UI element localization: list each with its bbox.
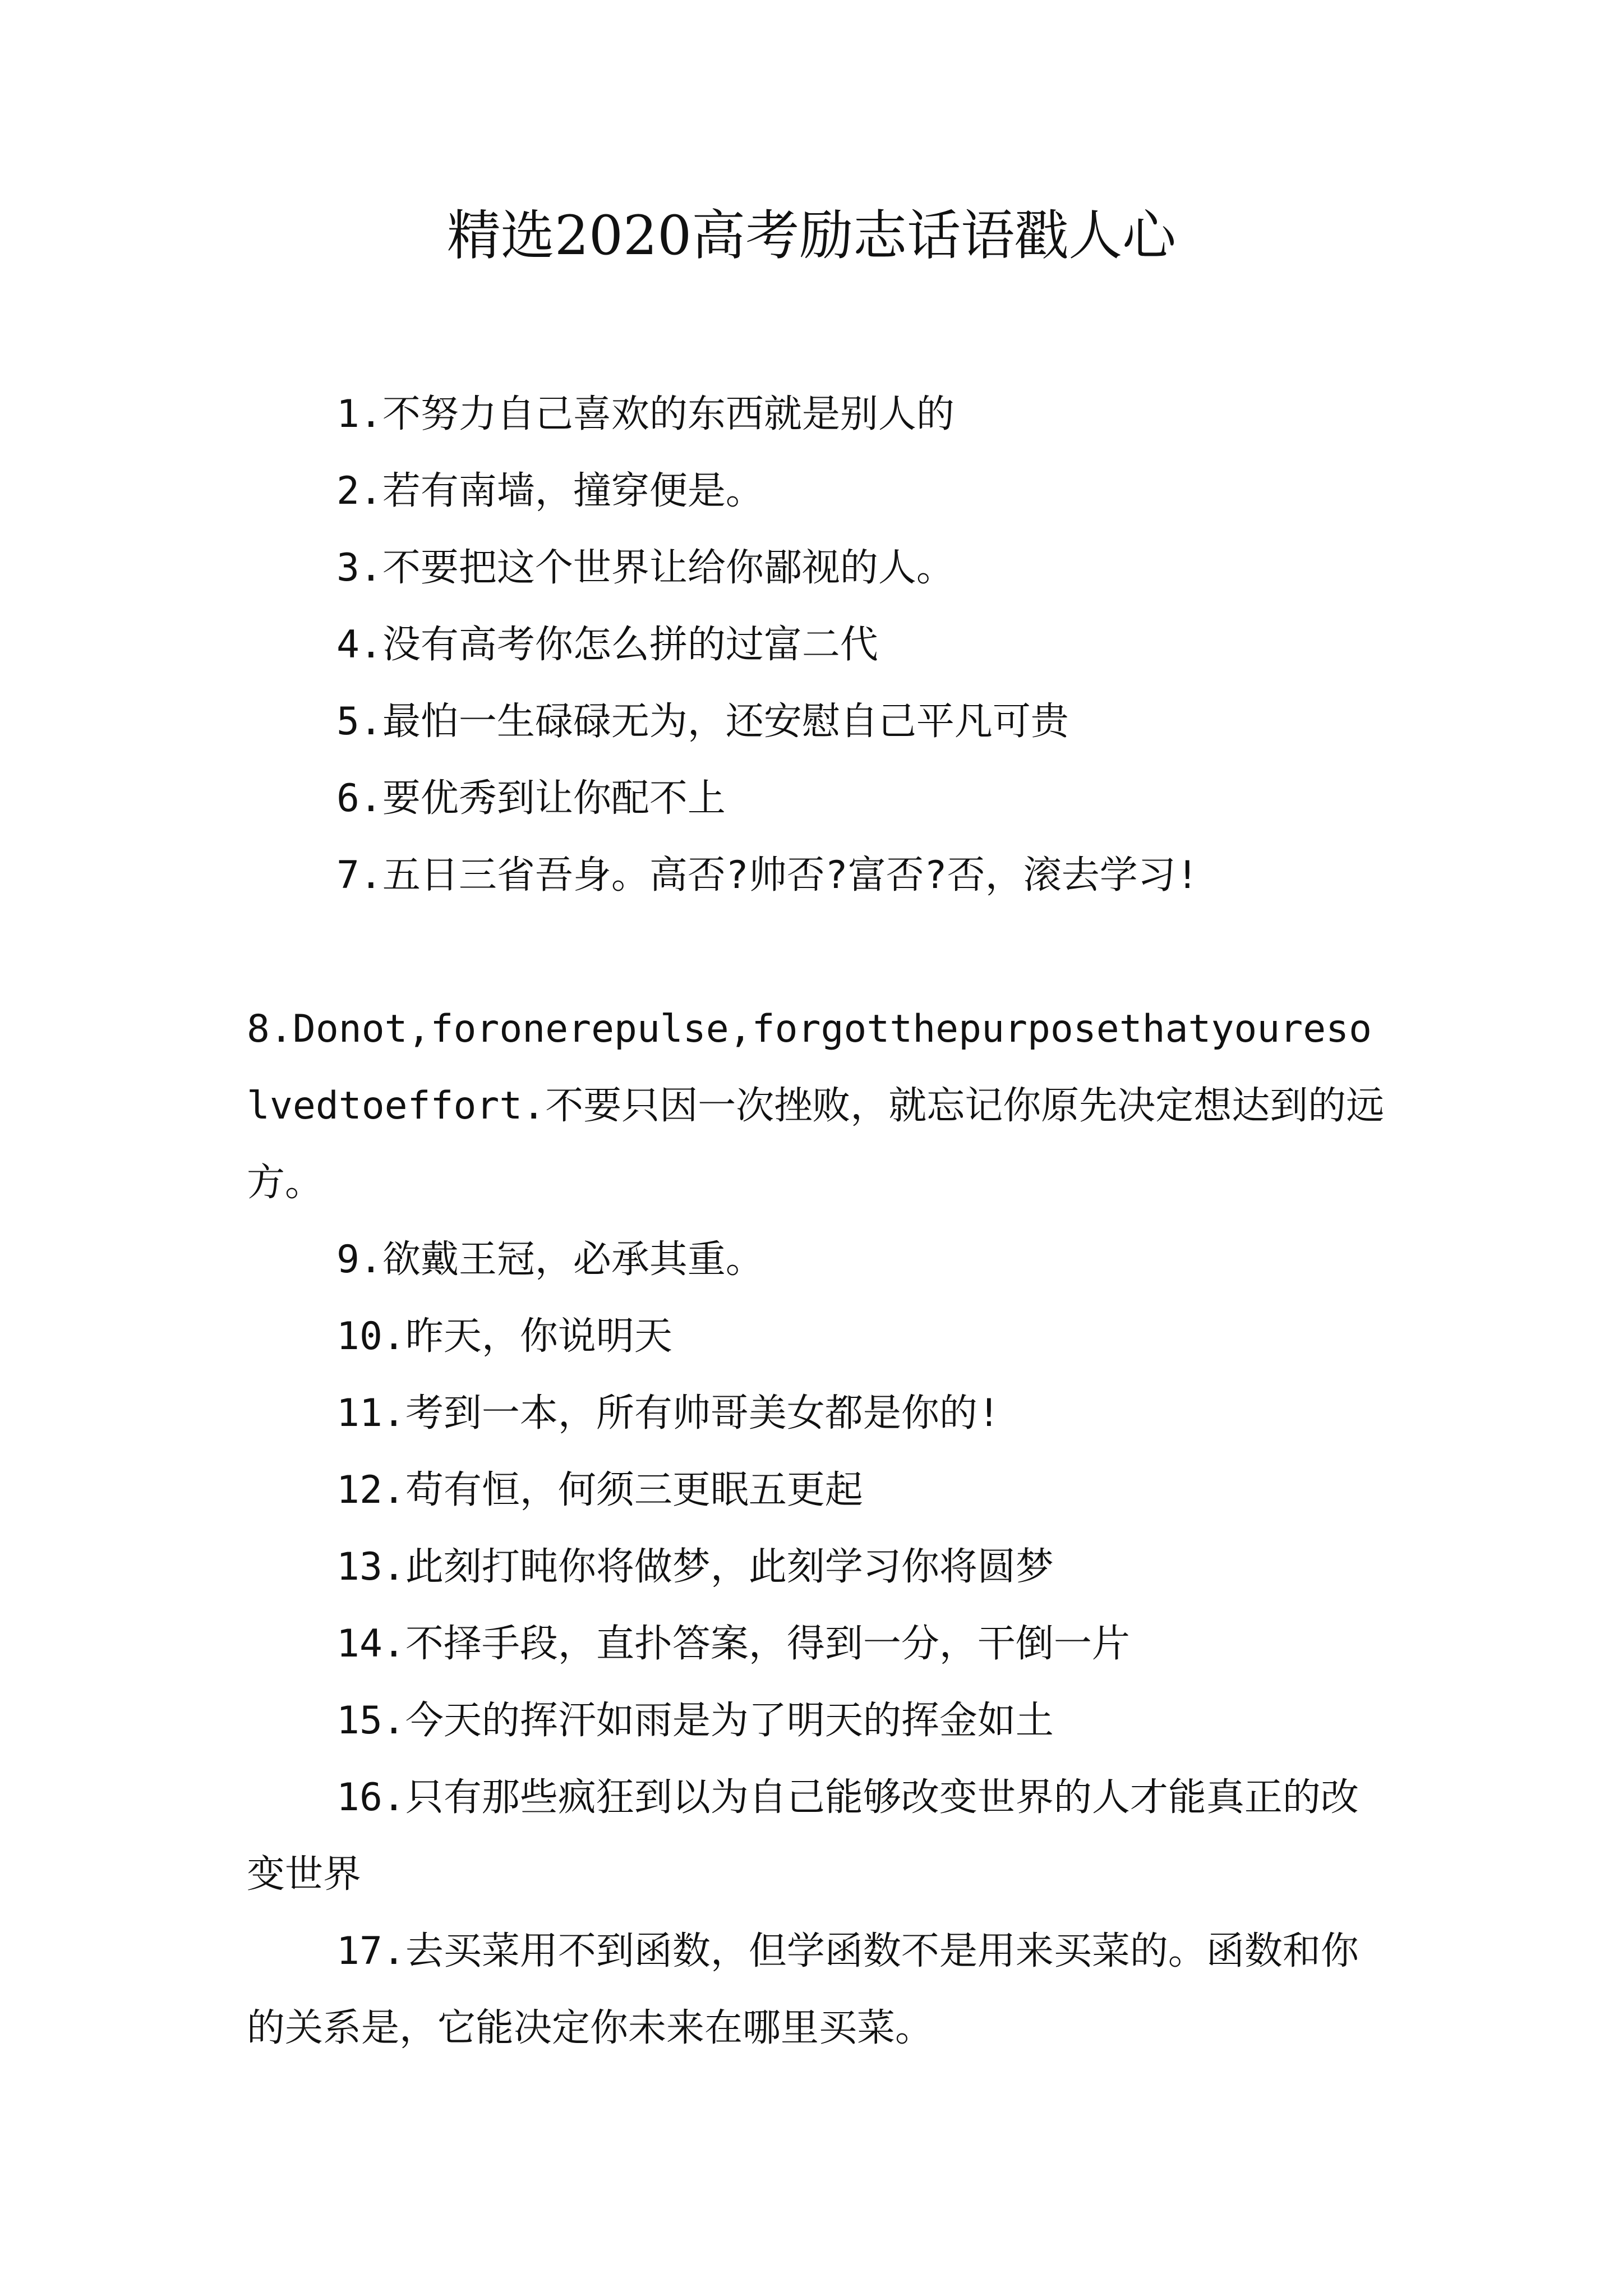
paragraph-4: 4.没有高考你怎么拼的过富二代 — [336, 623, 878, 667]
document-body — [247, 376, 1391, 2067]
paragraph-6: 6.要优秀到让你配不上 — [336, 776, 726, 821]
paragraph-9: 9.欲戴王冠，必承其重。 — [336, 1237, 764, 1282]
paragraph-5: 5.最怕一生碌碌无为，还安慰自己平凡可贵 — [336, 700, 1069, 744]
paragraph-1: 1.不努力自己喜欢的东西就是别人的 — [336, 392, 955, 436]
paragraph-7: 7.五日三省吾身。高否?帅否?富否?否，滚去学习! — [336, 853, 1199, 898]
paragraph-14: 14.不择手段，直扑答案，得到一分，干倒一片 — [336, 1622, 1130, 1666]
paragraph-13: 13.此刻打盹你将做梦，此刻学习你将圆梦 — [336, 1545, 1054, 1589]
paragraph-16: 16.只有那些疯狂到以为自己能够改变世界的人才能真正的改变世界 — [247, 1775, 1359, 1897]
paragraph-2: 2.若有南墙，撞穿便是。 — [336, 469, 764, 513]
paragraph-8: 8.Donot,foronerepulse,forgotthepurposethatyouresolvedtoeffort.不要只因一次挫败，就忘记你原先决定想达到的远方。 — [247, 1007, 1385, 1205]
paragraph-3: 3.不要把这个世界让给你鄙视的人。 — [336, 546, 955, 590]
paragraph-11: 11.考到一本，所有帅哥美女都是你的! — [336, 1391, 1000, 1435]
document-title: 精选2020高考励志话语戳人心 — [446, 204, 1177, 267]
paragraph-17: 17.去买菜用不到函数，但学函数不是用来买菜的。函数和你的关系是，它能决定你未来在哪里买菜。 — [247, 1929, 1359, 2050]
paragraph-15: 15.今天的挥汗如雨是为了明天的挥金如土 — [336, 1699, 1054, 1743]
paragraph-10: 10.昨天，你说明天 — [336, 1314, 672, 1359]
paragraph-12: 12.苟有恒，何须三更眠五更起 — [336, 1468, 863, 1512]
